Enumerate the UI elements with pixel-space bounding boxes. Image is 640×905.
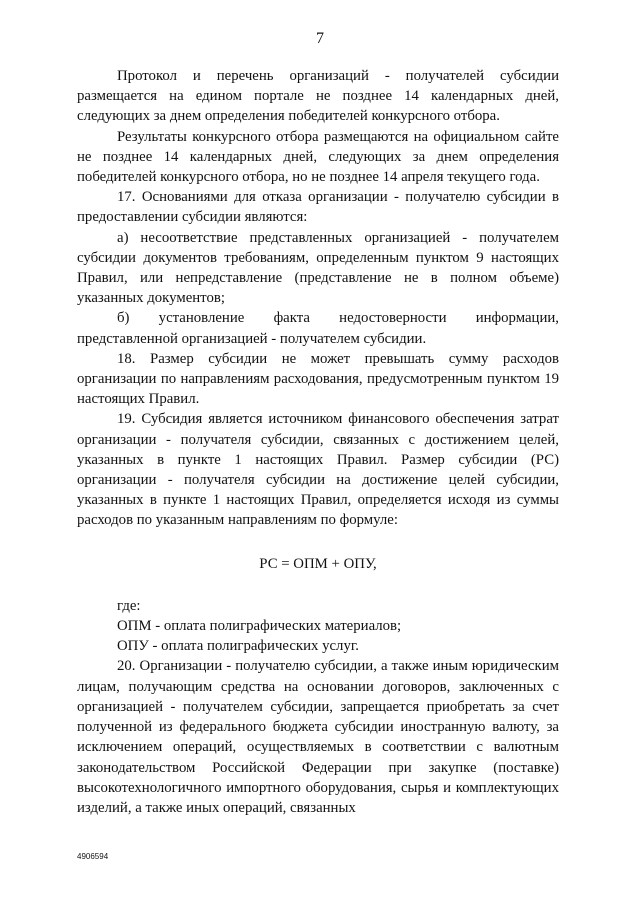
definition-opu: ОПУ - оплата полиграфических услуг. — [117, 638, 359, 655]
where-label: где: — [117, 597, 141, 614]
paragraph-18: 18. Размер субсидии не может превышать сумму расходов организации по направлениям расходования, предусмотренным пунктом 19 настоящих Правил. — [77, 350, 559, 408]
paragraph-20: 20. Организации - получателю субсидии, а также иным юридическим лицам, получающим средства на основании договоров, заключенных с организацией - получателем субсидии, запрещается приобретать за счет полученной из федерального бюджета субсидии иностранную валюту, за исключением операций, осуществляемых в соответствии с валютным законодательством Российской Федерации при закупке (поставке) высокотехнологичного импортного оборудования, сырья и комплектующих изделий, а также иных операций, связанных — [77, 658, 559, 816]
definition-opm: ОПМ - оплата полиграфических материалов; — [117, 618, 402, 635]
paragraph-results: Результаты конкурсного отбора размещаются на официальном сайте не позднее 14 календарных дней, следующих за днем определения победителей конкурсного отбора, но не позднее 14 апреля текущего года. — [77, 128, 559, 186]
paragraph-19: 19. Субсидия является источником финансового обеспечения затрат организации - получателя субсидии, связанных с достижением целей, указанных в пункте 1 настоящих Правил. Размер субсидии (РС) организации - получателя субсидии на достижение целей субсидии, указанных в пункте 1 настоящих Правил, определяется исходя из суммы расходов по указанным направлениям по формуле: — [77, 411, 559, 529]
paragraph-17a: а) несоответствие представленных организацией - получателем субсидии документов требованиям, определенным пунктом 9 настоящих Правил, или непредставление (представление не в полном объеме) указанных документов; — [77, 229, 559, 307]
document-body — [77, 66, 559, 818]
paragraph-protocol: Протокол и перечень организаций - получателей субсидии размещается на едином портале не позднее 14 календарных дней, следующих за днем определения победителей конкурсного отбора. — [77, 68, 559, 125]
paragraph-17: 17. Основаниями для отказа организации - получателю субсидии в предоставлении субсидии являются: — [77, 189, 559, 226]
document-code: 4906594 — [77, 852, 109, 861]
formula: РС = ОПМ + ОПУ, — [259, 555, 377, 572]
paragraph-17b: б) установление факта недостоверности информации, представленной организацией - получателем субсидии. — [77, 310, 559, 347]
page-number: 7 — [316, 30, 324, 47]
